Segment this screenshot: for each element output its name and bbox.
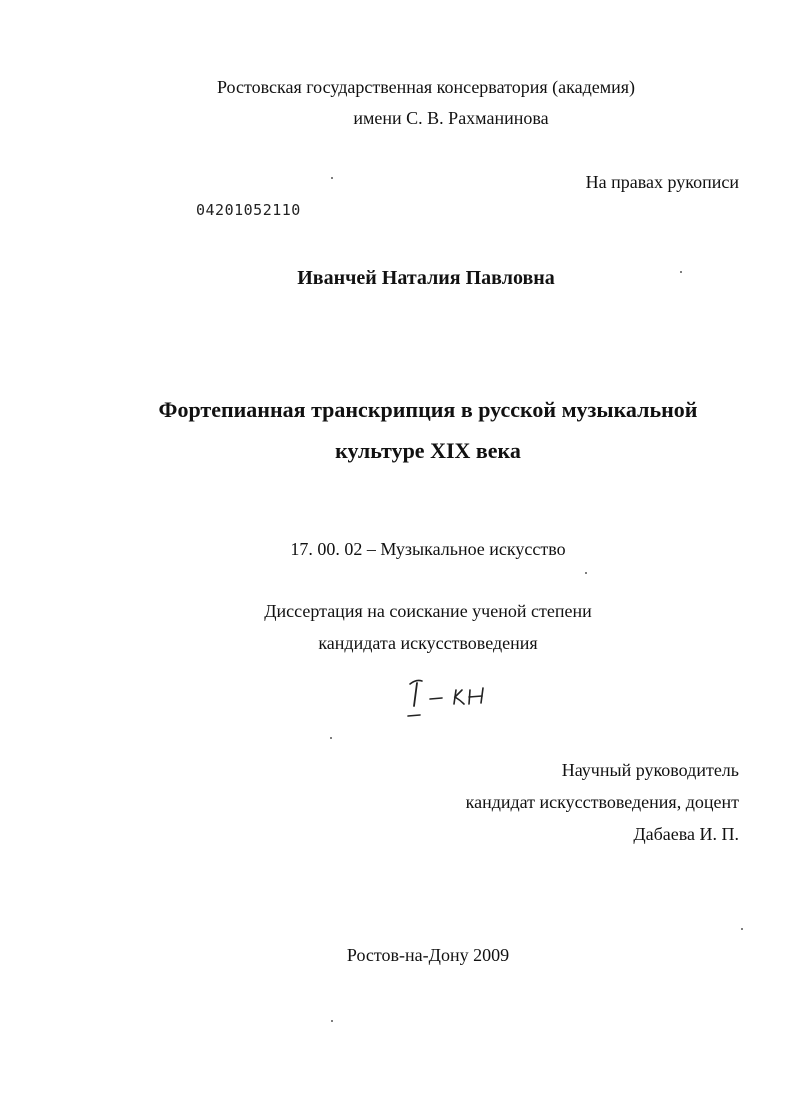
advisor-degree: кандидат искусствоведения, доцент xyxy=(465,792,739,812)
manuscript-note: На правах рукописи xyxy=(585,172,739,192)
dissertation-title-line2: культуре XIX века xyxy=(335,438,521,463)
scan-speck xyxy=(331,1020,333,1022)
institution-name: Ростовская государственная консерватория (академия) xyxy=(216,77,636,97)
institution-subtitle: имени С. В. Рахманинова xyxy=(353,108,549,128)
place-and-year: Ростов-на-Дону 2009 xyxy=(346,945,510,965)
degree-statement-line1: Диссертация на соискание ученой степени xyxy=(264,601,592,621)
author-name: Иванчей Наталия Павловна xyxy=(297,267,555,289)
document-code-stamp: 04201052110 xyxy=(196,201,301,219)
scan-speck xyxy=(331,177,333,179)
scan-speck xyxy=(330,737,332,739)
scan-speck xyxy=(680,271,682,273)
handwritten-library-mark xyxy=(400,676,500,724)
advisor-role: Научный руководитель xyxy=(561,760,739,780)
degree-statement-line2: кандидата искусствоведения xyxy=(318,633,538,653)
specialty-code: 17. 00. 02 – Музыкальное искусство xyxy=(290,539,566,559)
scan-speck xyxy=(741,928,743,930)
dissertation-title-line1: Фортепианная транскрипция в русской музыкальной xyxy=(158,397,698,422)
scan-speck xyxy=(585,572,587,574)
advisor-name: Дабаева И. П. xyxy=(633,824,739,844)
